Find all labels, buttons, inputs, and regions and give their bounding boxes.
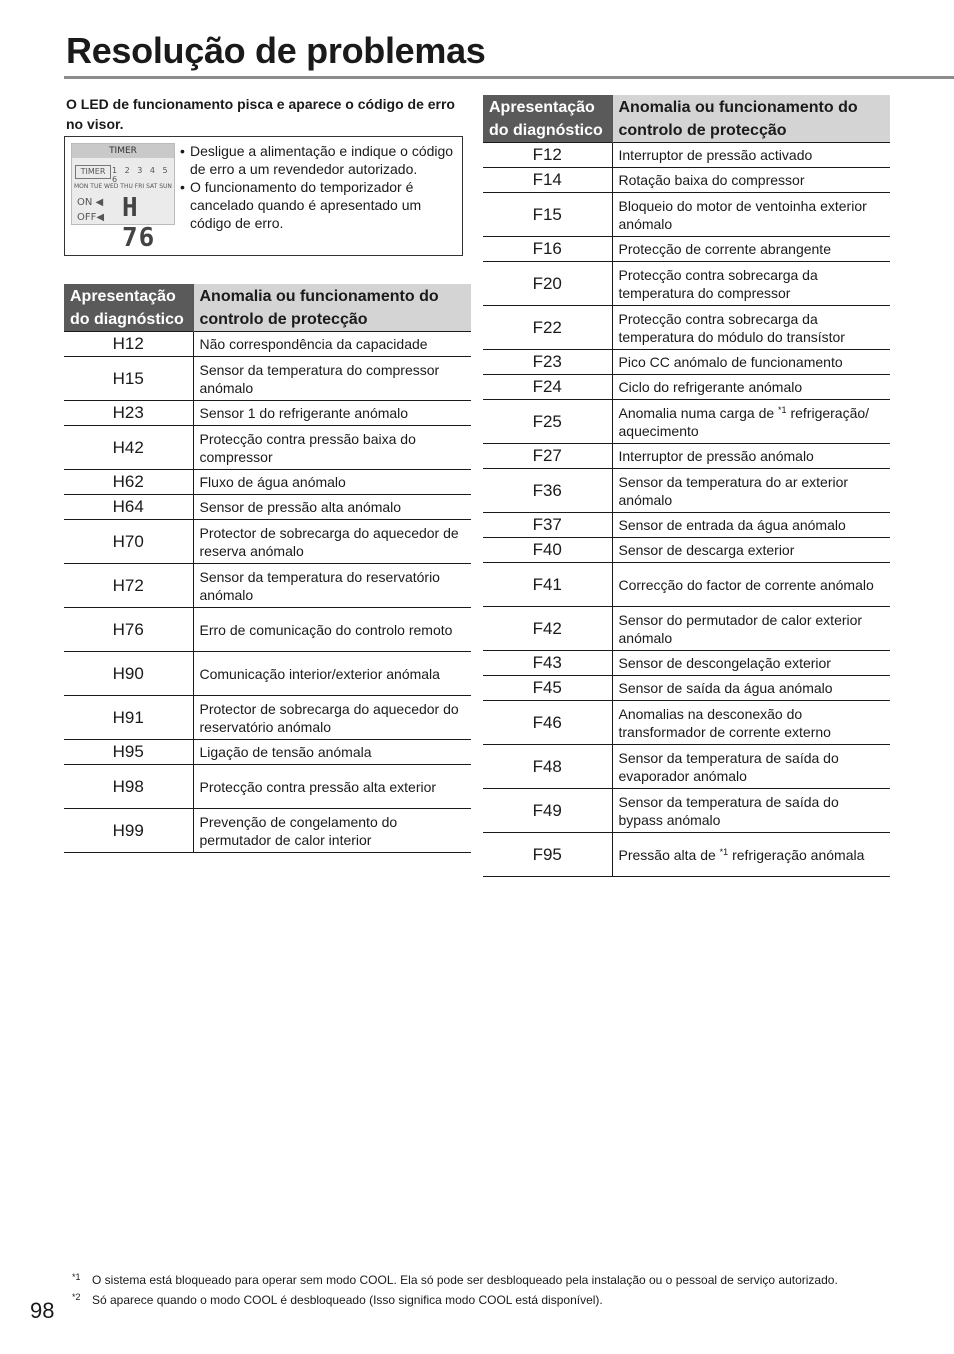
diagnostic-code: F41 bbox=[483, 563, 612, 607]
page-title: Resolução de problemas bbox=[66, 30, 486, 71]
diagnostic-description: Protecção de corrente abrangente bbox=[612, 237, 890, 262]
diagnostic-description: Sensor da temperatura do ar exterior anómalo bbox=[612, 469, 890, 513]
table-row bbox=[483, 676, 890, 701]
table-row bbox=[483, 306, 890, 350]
diagnostic-code: F12 bbox=[483, 143, 612, 168]
table-row bbox=[483, 262, 890, 306]
diagnostic-description: Sensor de entrada da água anómalo bbox=[612, 513, 890, 538]
diagnostic-code: H99 bbox=[64, 809, 193, 853]
diagnostic-code: F49 bbox=[483, 789, 612, 833]
page-number: 98 bbox=[30, 1298, 55, 1323]
diagnostic-description: Interruptor de pressão anómalo bbox=[612, 444, 890, 469]
bullet-icon: • bbox=[180, 143, 185, 159]
weekday-labels: MON TUE WED THU FRI SAT SUN bbox=[74, 183, 172, 190]
footnotes bbox=[72, 1270, 932, 1310]
diagnostic-table-right bbox=[483, 95, 890, 877]
diagnostic-description: Sensor de descarga exterior bbox=[612, 538, 890, 563]
table-row bbox=[64, 809, 471, 853]
diagnostic-description: Protector de sobrecarga do aquecedor do reservatório anómalo bbox=[193, 696, 471, 740]
diagnostic-description: Ligação de tensão anómala bbox=[193, 740, 471, 765]
table-row bbox=[483, 651, 890, 676]
diagnostic-description: Protecção contra pressão baixa do compressor bbox=[193, 426, 471, 470]
diagnostic-code: F14 bbox=[483, 168, 612, 193]
diagnostic-code: F95 bbox=[483, 833, 612, 877]
remote-display-illustration bbox=[71, 143, 175, 253]
diagnostic-code: H76 bbox=[64, 608, 193, 652]
diagnostic-code: F36 bbox=[483, 469, 612, 513]
table-row bbox=[483, 168, 890, 193]
table-row bbox=[64, 426, 471, 470]
diagnostic-table-left bbox=[64, 284, 471, 853]
table-row bbox=[64, 564, 471, 608]
table-row bbox=[483, 563, 890, 607]
table-row bbox=[483, 143, 890, 168]
diagnostic-code: H64 bbox=[64, 495, 193, 520]
diagnostic-description: Sensor de descongelação exterior bbox=[612, 651, 890, 676]
diagnostic-description: Interruptor de pressão activado bbox=[612, 143, 890, 168]
diagnostic-description: Sensor do permutador de calor exterior anómalo bbox=[612, 607, 890, 651]
diagnostic-description: Prevenção de congelamento do permutador de calor interior bbox=[193, 809, 471, 853]
footnote-mark: *2 bbox=[72, 1292, 81, 1302]
diagnostic-code: F27 bbox=[483, 444, 612, 469]
table-row bbox=[64, 357, 471, 401]
footnote-ref: *1 bbox=[719, 846, 729, 857]
table-row bbox=[483, 789, 890, 833]
timer-slots: 1 2 3 4 5 6 bbox=[112, 166, 171, 184]
timer-box-label: TIMER bbox=[75, 165, 111, 179]
diagnostic-description: Fluxo de água anómalo bbox=[193, 470, 471, 495]
header-code: Apresentação do diagnóstico bbox=[64, 284, 193, 332]
table-row bbox=[483, 469, 890, 513]
diagnostic-code: H23 bbox=[64, 401, 193, 426]
diagnostic-code: H98 bbox=[64, 765, 193, 809]
table-row bbox=[483, 400, 890, 444]
diagnostic-description: Sensor da temperatura do reservatório anómalo bbox=[193, 564, 471, 608]
diagnostic-code: H90 bbox=[64, 652, 193, 696]
table-row bbox=[64, 608, 471, 652]
table-row bbox=[483, 237, 890, 262]
table-row bbox=[483, 513, 890, 538]
table-row bbox=[483, 701, 890, 745]
table-row bbox=[64, 401, 471, 426]
footnote bbox=[72, 1290, 932, 1310]
diagnostic-description: Comunicação interior/exterior anómala bbox=[193, 652, 471, 696]
footnote-ref: *1 bbox=[778, 404, 787, 415]
diagnostic-code: F25 bbox=[483, 400, 612, 444]
diagnostic-description: Sensor da temperatura do compressor anómalo bbox=[193, 357, 471, 401]
diagnostic-description: Sensor de pressão alta anómalo bbox=[193, 495, 471, 520]
diagnostic-description: Não correspondência da capacidade bbox=[193, 332, 471, 357]
diagnostic-code: F48 bbox=[483, 745, 612, 789]
off-label: OFF◀ bbox=[77, 212, 105, 223]
diagnostic-code: F45 bbox=[483, 676, 612, 701]
footnote-text: O sistema está bloqueado para operar sem modo COOL. Ela só pode ser desbloqueado pela instalação ou o pessoal de serviço autorizado. bbox=[92, 1273, 838, 1287]
intro-text: O LED de funcionamento pisca e aparece o código de erro no visor. bbox=[66, 96, 455, 132]
footnote bbox=[72, 1270, 932, 1290]
title-divider bbox=[64, 76, 954, 79]
header-code: Apresentação do diagnóstico bbox=[483, 95, 612, 143]
diagnostic-description: Sensor de saída da água anómalo bbox=[612, 676, 890, 701]
diagnostic-code: F37 bbox=[483, 513, 612, 538]
diagnostic-description: Pressão alta de $^{*1}$ refrigeração anómala bbox=[612, 833, 890, 877]
header-description: Anomalia ou funcionamento do controlo de protecção bbox=[193, 284, 471, 332]
diagnostic-description: Bloqueio do motor de ventoinha exterior anómalo bbox=[612, 193, 890, 237]
table-row bbox=[64, 652, 471, 696]
diagnostic-code: H70 bbox=[64, 520, 193, 564]
error-code-display: H 76 bbox=[122, 193, 156, 253]
diagnostic-code: H12 bbox=[64, 332, 193, 357]
diagnostic-code: H91 bbox=[64, 696, 193, 740]
error-note-box bbox=[64, 136, 463, 256]
diagnostic-code: H95 bbox=[64, 740, 193, 765]
diagnostic-code: F23 bbox=[483, 350, 612, 375]
diagnostic-code: F43 bbox=[483, 651, 612, 676]
table-row bbox=[64, 495, 471, 520]
table-row bbox=[483, 375, 890, 400]
diagnostic-description: Protecção contra sobrecarga da temperatura do compressor bbox=[612, 262, 890, 306]
table-row bbox=[64, 332, 471, 357]
diagnostic-code: H15 bbox=[64, 357, 193, 401]
table-row bbox=[64, 470, 471, 495]
on-label: ON ◀ bbox=[77, 197, 104, 208]
diagnostic-description: Sensor 1 do refrigerante anómalo bbox=[193, 401, 471, 426]
diagnostic-description: Protecção contra pressão alta exterior bbox=[193, 765, 471, 809]
note-item: • Desligue a alimentação e indique o código de erro a um revendedor autorizado. bbox=[180, 143, 454, 177]
diagnostic-description: Erro de comunicação do controlo remoto bbox=[193, 608, 471, 652]
diagnostic-description: Correcção do factor de corrente anómalo bbox=[612, 563, 890, 607]
diagnostic-description: Sensor da temperatura de saída do evaporador anómalo bbox=[612, 745, 890, 789]
diagnostic-description: Protecção contra sobrecarga da temperatura do módulo do transístor bbox=[612, 306, 890, 350]
footnote-mark: *1 bbox=[72, 1272, 81, 1282]
table-row bbox=[483, 444, 890, 469]
diagnostic-code: F42 bbox=[483, 607, 612, 651]
diagnostic-code: F46 bbox=[483, 701, 612, 745]
diagnostic-code: F15 bbox=[483, 193, 612, 237]
table-row bbox=[64, 740, 471, 765]
diagnostic-code: F20 bbox=[483, 262, 612, 306]
footnote-text: Só aparece quando o modo COOL é desbloqueado (Isso significa modo COOL está disponível). bbox=[92, 1293, 603, 1307]
diagnostic-code: H62 bbox=[64, 470, 193, 495]
diagnostic-code: H72 bbox=[64, 564, 193, 608]
timer-bar-label: TIMER bbox=[72, 144, 174, 158]
diagnostic-code: F16 bbox=[483, 237, 612, 262]
diagnostic-description: Protector de sobrecarga do aquecedor de reserva anómalo bbox=[193, 520, 471, 564]
diagnostic-description: Anomalia numa carga de $^{*1}$ refrigeração/ aquecimento bbox=[612, 400, 890, 444]
diagnostic-code: F22 bbox=[483, 306, 612, 350]
note-item: • O funcionamento do temporizador é cancelado quando é apresentado um código de erro. bbox=[180, 179, 422, 231]
diagnostic-description: Sensor da temperatura de saída do bypass anómalo bbox=[612, 789, 890, 833]
table-row bbox=[483, 193, 890, 237]
table-row bbox=[483, 350, 890, 375]
table-row bbox=[64, 765, 471, 809]
table-row bbox=[64, 696, 471, 740]
table-row bbox=[64, 520, 471, 564]
diagnostic-description: Rotação baixa do compressor bbox=[612, 168, 890, 193]
table-row bbox=[483, 833, 890, 877]
diagnostic-description: Anomalias na desconexão do transformador de corrente externo bbox=[612, 701, 890, 745]
diagnostic-code: H42 bbox=[64, 426, 193, 470]
diagnostic-code: F40 bbox=[483, 538, 612, 563]
diagnostic-description: Ciclo do refrigerante anómalo bbox=[612, 375, 890, 400]
table-row bbox=[483, 538, 890, 563]
note-list bbox=[180, 142, 460, 232]
header-description: Anomalia ou funcionamento do controlo de protecção bbox=[612, 95, 890, 143]
bullet-icon: • bbox=[180, 179, 185, 195]
diagnostic-code: F24 bbox=[483, 375, 612, 400]
table-row bbox=[483, 745, 890, 789]
table-row bbox=[483, 607, 890, 651]
diagnostic-description: Pico CC anómalo de funcionamento bbox=[612, 350, 890, 375]
